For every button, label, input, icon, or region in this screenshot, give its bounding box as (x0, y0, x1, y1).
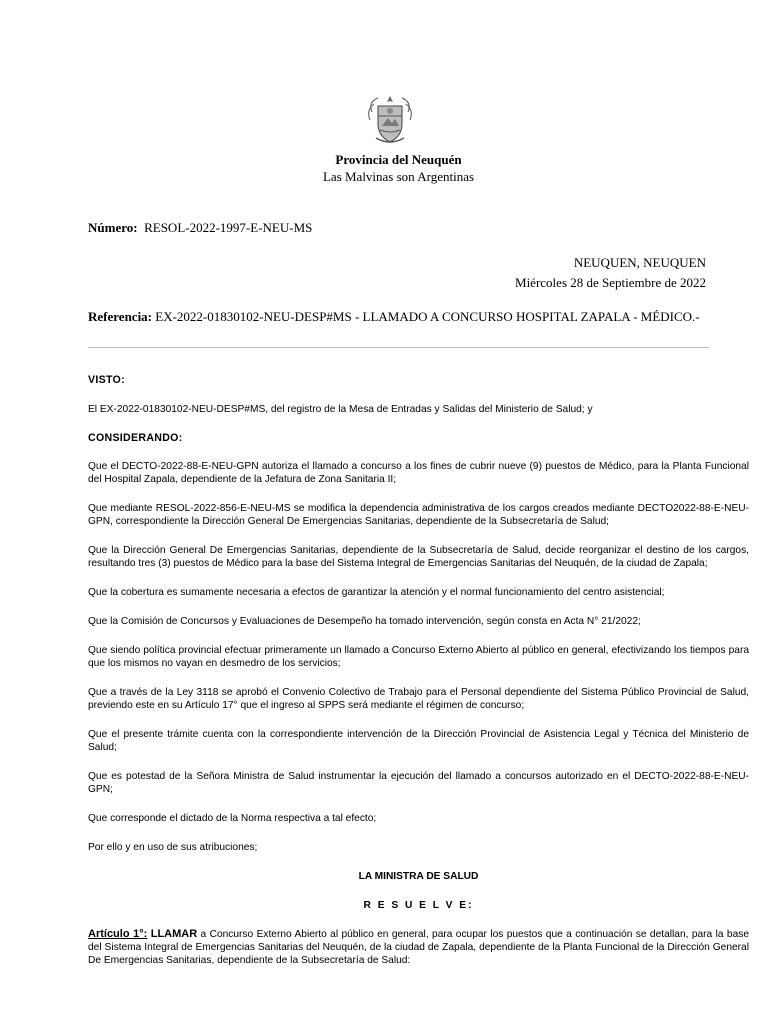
considerando-paragraph: Que mediante RESOL-2022-856-E-NEU-MS se modifica la dependencia administrativa de los cargos creados mediante DECTO2022-88-E-NEU-GPN, correspondiente la Dirección General De Emergencias Sanitarias, dependiente de la Subsecretaría de Salud; (88, 503, 749, 527)
considerando-paragraph: Que siendo política provincial efectuar primeramente un llamado a Concurso Externo Abierto al público en general, efectivizando los tiempos para que los mismos no vayan en desmedro de los servicios; (88, 645, 749, 669)
considerando-title: CONSIDERANDO: (88, 432, 183, 444)
document-body (88, 374, 749, 967)
article-1 (88, 928, 749, 967)
considerando-paragraph: Que el DECTO-2022-88-E-NEU-GPN autoriza el llamado a concurso a los fines de cubrir nueve (9) puestos de Médico, para la Planta Funcional del Hospital Zapala, dependiente de la Jefatura de Zona Sanitaria II; (88, 461, 749, 485)
location: NEUQUEN, NEUQUEN (573, 255, 706, 270)
divider (88, 347, 709, 348)
considerando-paragraph: Que la Dirección General De Emergencias Sanitarias, dependiente de la Subsecretaría de Salud, decide reorganizar el destino de los cargos, resultando tres (3) puestos de Médico para la base del Sistema Integral de Emergencias Sanitarias del Neuquén, de la ciudad de Zapala; (88, 545, 749, 569)
referencia-value: EX-2022-01830102-NEU-DESP#MS - LLAMADO A CONCURSO HOSPITAL ZAPALA - MÉDICO.- (155, 309, 700, 324)
visto-text: El EX-2022-01830102-NEU-DESP#MS, del registro de la Mesa de Entradas y Salidas del Ministerio de Salud; y (88, 404, 593, 415)
coat-of-arms-icon (366, 92, 414, 146)
article-1-verb: LLAMAR (150, 928, 198, 940)
resuelve-title: R E S U E L V E: (363, 900, 474, 911)
considerando-paragraph: Que es potestad de la Señora Ministra de Salud instrumentar la ejecución del llamado a concursos autorizado en el DECTO-2022-88-E-NEU-GPN; (88, 771, 749, 795)
considerando-paragraph: Que a través de la Ley 3118 se aprobó el Convenio Colectivo de Trabajo para el Personal dependiente del Sistema Público Provincial de Salud, previendo este en su Artículo 17° que el ingreso al SPPS será mediante el régimen de concurso; (88, 687, 749, 711)
reference (88, 308, 708, 325)
authority-title: LA MINISTRA DE SALUD (358, 871, 479, 882)
date: Miércoles 28 de Septiembre de 2022 (515, 275, 706, 290)
considerando-paragraph: Que el presente trámite cuenta con la correspondiente intervención de la Dirección Provincial de Asistencia Legal y Técnica del Ministerio de Salud; (88, 729, 749, 753)
province-motto: Las Malvinas son Argentinas (322, 169, 475, 184)
referencia-label: Referencia: (88, 309, 153, 324)
considerando-paragraph: Que la Comisión de Concursos y Evaluaciones de Desempeño ha tomado intervención, según consta en Acta N° 21/2022; (88, 616, 641, 627)
numero-value: RESOL-2022-1997-E-NEU-MS (144, 220, 313, 235)
province-name: Provincia del Neuquén (335, 152, 462, 167)
considerando-paragraph: Que corresponde el dictado de la Norma respectiva a tal efecto; (88, 813, 377, 824)
visto-title: VISTO: (88, 374, 125, 386)
article-1-label: Artículo 1°: (88, 928, 148, 940)
article-1-text: a Concurso Externo Abierto al público en general, para ocupar los puestos que a continuación se detallan, para la base del Sistema Integral de Emergencias Sanitarias del Neuquén, de la ciudad de Zapala, dependiente de la Planta Funcional de la Dirección General De Emergencias Sanitarias, dependiente de la Subsecretaría de Salud: (88, 929, 749, 966)
considerando-paragraph: Que la cobertura es sumamente necesaria a efectos de garantizar la atención y el normal funcionamiento del centro asistencial; (88, 587, 665, 598)
considerando-paragraph: Por ello y en uso de sus atribuciones; (88, 842, 258, 853)
numero-label: Número: (88, 220, 138, 235)
resolution-number (88, 220, 312, 236)
